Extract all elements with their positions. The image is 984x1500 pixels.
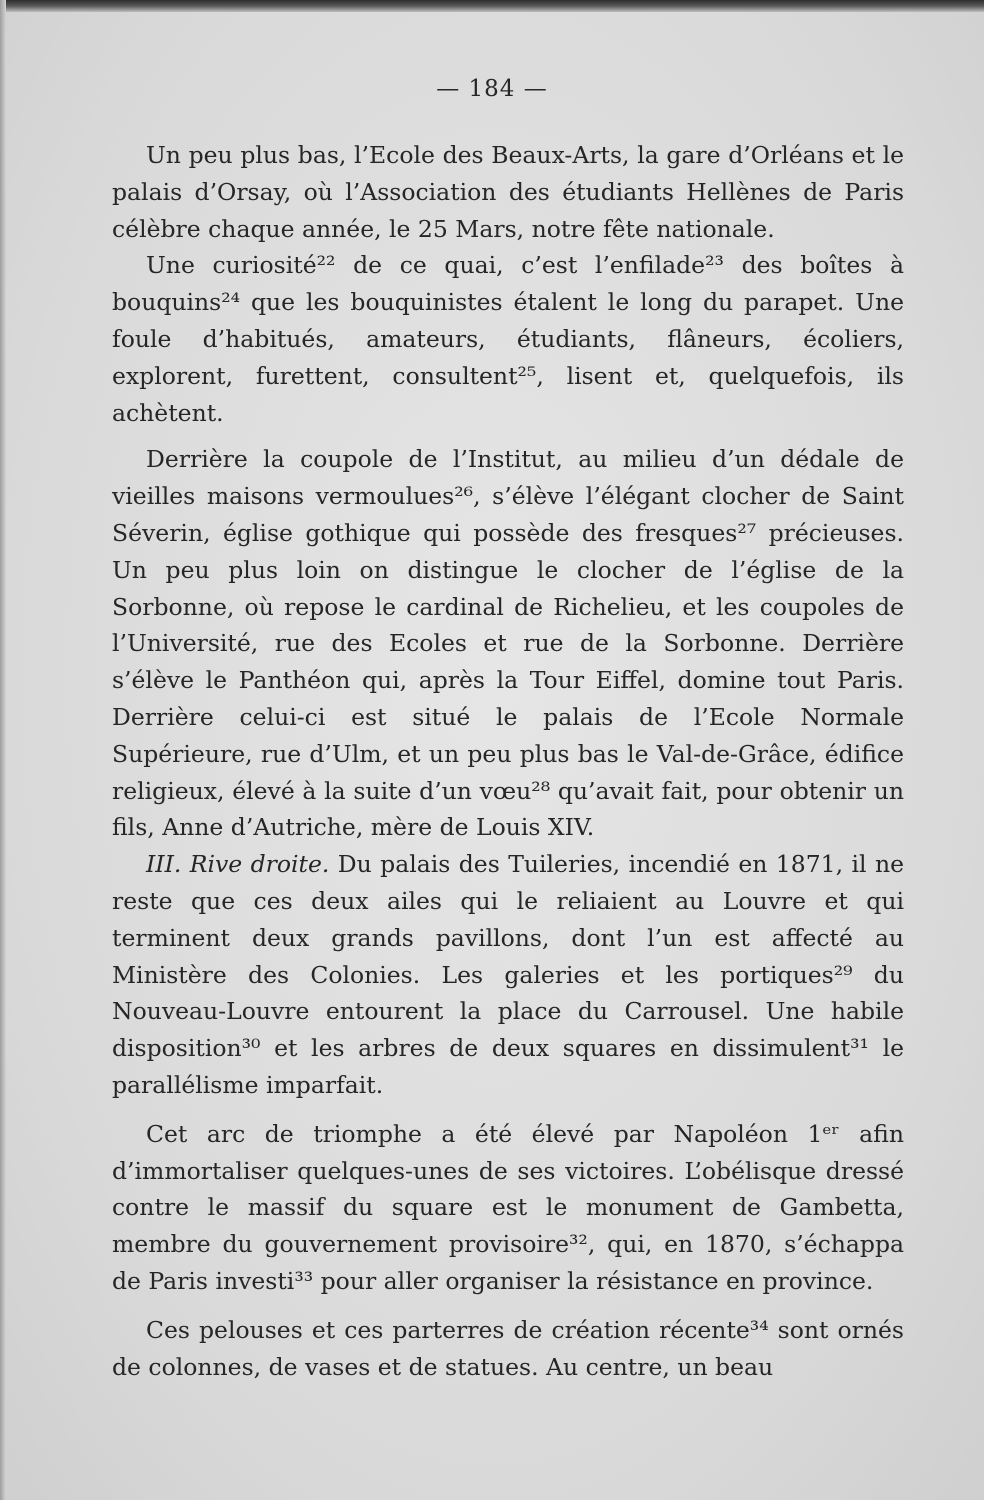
- paragraph-text: Un peu plus bas, l’Ecole des Beaux-Arts, la gare d’Orléans et le palais d’Orsay, où l’Association des étudiants Hellènes de Paris célèbre chaque année, le 25 Mars, notre fête nationale.: [112, 141, 904, 243]
- page-number: — 184 —: [436, 76, 548, 102]
- paragraph: [112, 247, 904, 431]
- paragraph-text: Une curiosité²² de ce quai, c’est l’enfilade²³ des boîtes à bouquins²⁴ que les bouquinistes étalent le long du parapet. Une foule d’habitués, amateurs, étudiants, flâneurs, écoliers, explorent, furettent, consultent²⁵, lisent et, quelquefois, ils achètent.: [112, 251, 904, 427]
- paragraph-text: Ces pelouses et ces parterres de création récente³⁴ sont ornés de colonnes, de vases et de statues. Au centre, un beau: [112, 1315, 904, 1381]
- paragraph-text: Cet arc de triomphe a été élevé par Napoléon 1ᵉʳ afin d’immortaliser quelques-unes de ses victoires. L’obélisque dressé contre le massif du square est le monument de Gambetta, membre du gouvernement provisoire³², qui, en 1870, s’échappa de Paris investi³³ pour aller organiser la résistance en province.: [112, 1119, 904, 1295]
- page-top-edge: [0, 0, 984, 12]
- paragraph: [112, 441, 904, 846]
- paragraph-text: Derrière la coupole de l’Institut, au milieu d’un dédale de vieilles maisons vermoulues²⁶, s’élève l’élégant clocher de Saint Séverin, église gothique qui possède des fresques²⁷ précieuses. Un peu plus loin on distingue le clocher de l’église de la Sorbonne, où repose le cardinal de Richelieu, et les coupoles de l’Université, rue des Ecoles et rue de la Sorbonne. Derrière s’élève le Panthéon qui, après la Tour Eiffel, domine tout Paris. Derrière celui-ci est situé le palais de l’Ecole Normale Supérieure, rue d’Ulm, et un peu plus bas le Val-de-Grâce, édifice religieux, élevé à la suite d’un vœu²⁸ qu’avait fait, pour obtenir un fils, Anne d’Autriche, mère de Louis XIV.: [112, 445, 904, 842]
- paragraph-text: Du palais des Tuileries, incendié en 1871, il ne reste que ces deux ailes qui le reliaient au Louvre et qui terminent deux grands pavillons, dont l’un est affecté au Ministère des Colonies. Les galeries et les portiques²⁹ du Nouveau-Louvre entourent la place du Carrousel. Une habile disposition³⁰ et les arbres de deux squares en dissimulent³¹ le parallélisme imparfait.: [112, 850, 904, 1099]
- page-left-edge: [0, 0, 6, 1500]
- paragraph: [112, 1312, 904, 1386]
- paragraph: [112, 137, 904, 247]
- paragraph: [112, 846, 904, 1104]
- section-label: III. Rive droite.: [146, 850, 330, 879]
- paragraph: [112, 1116, 904, 1300]
- body-text: [112, 137, 904, 1385]
